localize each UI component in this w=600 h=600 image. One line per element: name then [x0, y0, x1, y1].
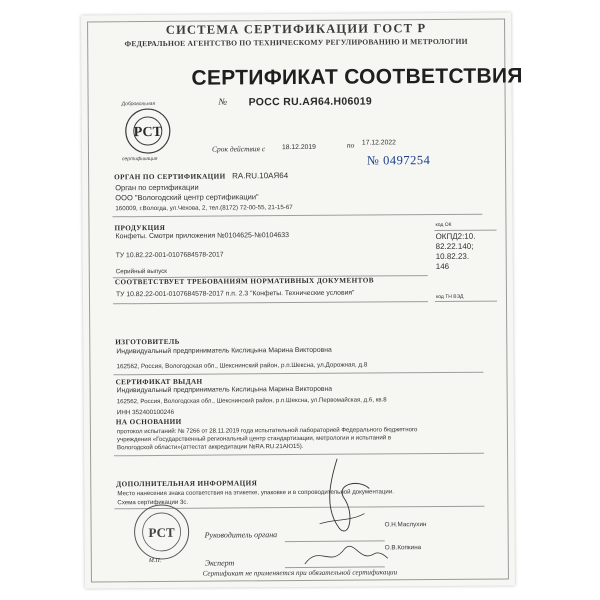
basis-line1: протокол испытаний: № 7266 от 28.11.2019 года испытательной лабораторией Федерального бюджетного — [116, 426, 418, 436]
expert-name: О.В.Копкина — [384, 544, 422, 552]
number-label: № — [218, 96, 228, 107]
organ-line1: Орган по сертификации — [115, 182, 199, 193]
okpd-code-4: 146 — [435, 261, 450, 272]
organ-code: RA.RU.10АЯ64 — [232, 171, 289, 181]
organ-address: 160009, г.Вологда, ул.Чехова, 2, тел.(8172) 72-00-55, 21-15-67 — [115, 204, 293, 213]
manufacturer-heading: ИЗГОТОВИТЕЛЬ — [115, 337, 180, 347]
issued-inn: ИНН 352400100246 — [116, 408, 175, 417]
blank-number: № 0497254 — [366, 153, 431, 168]
manufacturer-line2: 162562, Россия, Вологодская обл., Шекснинский район, р.п.Шексна, ул.Дорожная, д.8 — [116, 361, 368, 371]
official-stamp — [132, 503, 190, 561]
okp-code-label: код ОК — [435, 221, 452, 229]
requirements-line1: ТУ 10.82.22-001-0107684578-2017 п.п. 2.3 "Конфеты. Технические условия" — [115, 289, 355, 299]
additional-line2: Схема сертификации 3с. — [117, 498, 189, 507]
issued-heading: СЕРТИФИКАТ ВЫДАН — [115, 377, 203, 387]
product-line1: Конфеты. Смотри приложения №0104625-№0104633 — [115, 232, 290, 241]
logo-bottom-label: сертификация — [121, 155, 158, 163]
validity-label: Срок действия с — [211, 144, 266, 154]
svg-text:РСТ: РСТ — [148, 524, 175, 541]
certificate-number: РОСС RU.АЯ64.Н06019 — [248, 95, 373, 109]
product-serial: Серийный выпуск — [115, 267, 168, 276]
issued-line1: Индивидуальный предприниматель Кислицына Марина Викторовна — [116, 385, 333, 395]
certificate-title: СЕРТИФИКАТ СООТВЕТСТВИЯ — [191, 64, 523, 90]
basis-line2: учреждения «Государственный региональный центр стандартизации, метрологии и испытаний в — [116, 434, 392, 444]
okpd-code-3: 10.82.23. — [435, 251, 470, 262]
svg-text:РСТ: РСТ — [133, 124, 162, 141]
organ-line2: ООО "Вологодский центр сертификации" — [115, 192, 259, 203]
system-heading: СИСТЕМА СЕРТИФИКАЦИИ ГОСТ Р — [165, 21, 427, 37]
issued-line2: 162562, Россия, Вологодская обл., Шекснинский район, р.п.Шексна, ул.Первомайская, д.6, кв.8 — [116, 396, 387, 406]
manufacturer-line1: Индивидуальный предприниматель Кислицына Марина Викторовна — [116, 346, 332, 356]
voluntary-certification-logo — [124, 107, 172, 155]
valid-to: 17.12.2022 — [361, 139, 396, 147]
organ-heading: ОРГАН ПО СЕРТИФИКАЦИИ — [114, 172, 226, 182]
expert-label: Эксперт — [204, 558, 235, 568]
stamp-mark: М.П. — [148, 557, 162, 565]
certificate-sheet — [81, 13, 523, 589]
requirements-heading: СООТВЕТСТВУЕТ ТРЕБОВАНИЯМ НОРМАТИВНЫХ ДОКУМЕНТОВ — [114, 276, 374, 287]
footer-note: Сертификат не применяется при обязательной сертификации — [202, 568, 398, 578]
head-name: О.Н.Маслухин — [384, 521, 427, 529]
agency-heading: ФЕДЕРАЛЬНОЕ АГЕНТСТВО ПО ТЕХНИЧЕСКОМУ РЕГУЛИРОВАНИЮ И МЕТРОЛОГИИ — [124, 36, 468, 49]
okpd-code-1: ОКПД2:10. — [435, 231, 476, 242]
additional-line1: Место нанесения знака соответствия на этикетке, упаковке и в сопроводительной документации. — [117, 488, 394, 498]
logo-top-label: Добровольная — [121, 100, 156, 108]
okpd-code-2: 82.22.140; — [435, 241, 474, 252]
basis-heading: НА ОСНОВАНИИ — [115, 417, 182, 427]
head-label: Руководитель органа — [204, 530, 278, 540]
additional-heading: ДОПОЛНИТЕЛЬНАЯ ИНФОРМАЦИЯ — [116, 479, 258, 489]
valid-to-label: по — [346, 140, 355, 150]
product-heading: ПРОДУКЦИЯ — [114, 223, 166, 233]
tn-ved-label: код ТН ВЭД — [435, 293, 464, 301]
head-signature — [299, 453, 380, 544]
basis-line3: Вологодской области»(аттестат аккредитации №RA.RU.21АЮ15). — [116, 442, 304, 452]
product-tu: ТУ 10.82.22-001-0107684578-2017 — [115, 251, 224, 260]
valid-from: 18.12.2019 — [281, 143, 316, 152]
